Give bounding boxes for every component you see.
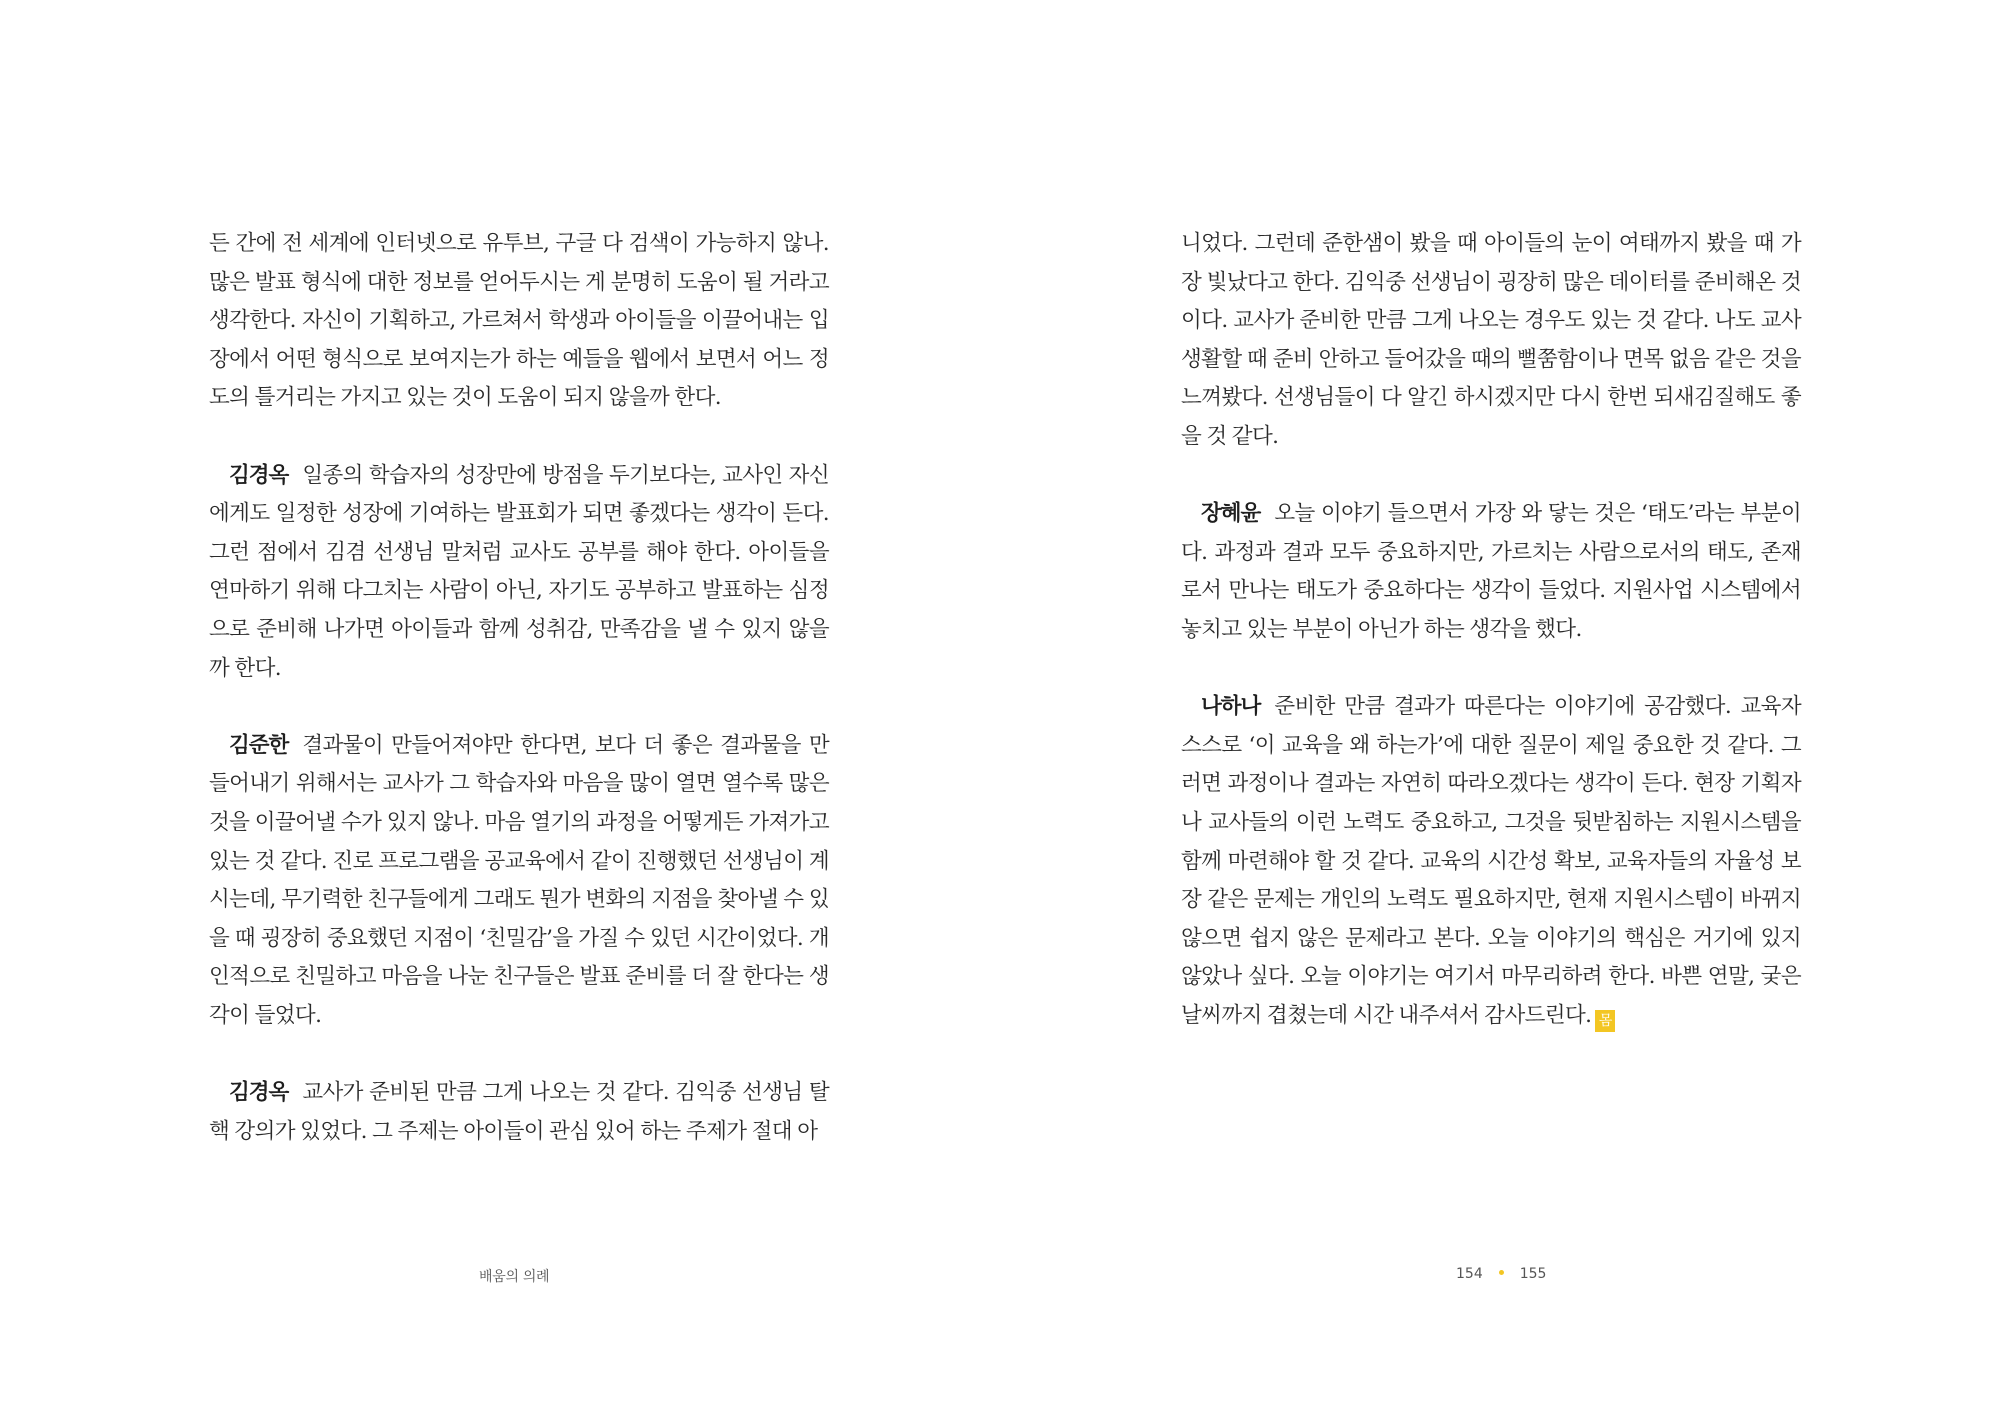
paragraph-text: 오늘 이야기 들으면서 가장 와 닿는 것은 ‘태도’라는 부분이다. 과정과 결과 모두 중요하지만, 가르치는 사람으로서의 태도, 존재로서 만나는 태도가 중요하다는 생각이 들었다. 지원사업 시스템에서 놓치고 있는 부분이 아닌가 하는 생각을 했다.	[1181, 501, 1801, 642]
paragraph-text: 교사가 준비된 만큼 그게 나오는 것 같다. 김익중 선생님 탈핵 강의가 있었다. 그 주제는 아이들이 관심 있어 하는 주제가 절대 아	[209, 1080, 829, 1144]
paragraph-text: 니었다. 그런데 준한샘이 봤을 때 아이들의 눈이 여태까지 봤을 때 가장 빛났다고 한다. 김익중 선생님이 굉장히 많은 데이터를 준비해온 것이다. 교사가 준비한 만큼 그게 나오는 경우도 있는 것 같다. 나도 교사 생활할 때 준비 안하고 들어갔을 때의 뻘쭘함이나 면목 없음 같은 것을 느껴봤다. 선생님들이 다 알긴 하시겠지만 다시 한번 되새김질해도 좋을 것 같다.	[1181, 231, 1801, 449]
paragraph	[209, 1074, 829, 1151]
right-page	[1000, 0, 2000, 1413]
end-mark-icon: 몸	[1595, 1010, 1615, 1032]
paragraph	[1181, 495, 1801, 649]
speaker-name: 나하나	[1201, 694, 1261, 720]
page-number-right: 155	[1519, 1266, 1547, 1282]
page-numbers	[1456, 1266, 1546, 1282]
paragraph-text: 결과물이 만들어져야만 한다면, 보다 더 좋은 결과물을 만들어내기 위해서는 교사가 그 학습자와 마음을 많이 열면 열수록 많은 것을 이끌어낼 수가 있지 않나. 마음 열기의 과정을 어떻게든 가져가고 있는 것 같다. 진로 프로그램을 공교육에서 같이 진행했던 선생님이 계시는데, 무기력한 친구들에게 그래도 뭔가 변화의 지점을 찾아낼 수 있을 때 굉장히 중요했던 지점이 ‘친밀감’을 가질 수 있던 시간이었다. 개인적으로 친밀하고 마음을 나눈 친구들은 발표 준비를 더 잘 한다는 생각이 들었다.	[209, 732, 829, 1028]
paragraph-text: 준비한 만큼 결과가 따른다는 이야기에 공감했다. 교육자 스스로 ‘이 교육을 왜 하는가’에 대한 질문이 제일 중요한 것 같다. 그러면 과정이나 결과는 자연히 따라오겠다는 생각이 든다. 현장 기획자나 교사들의 이런 노력도 중요하고, 그것을 뒷받침하는 지원시스템을 함께 마련해야 할 것 같다. 교육의 시간성 확보, 교육자들의 자율성 보장 같은 문제는 개인의 노력도 필요하지만, 현재 지원시스템이 바뀌지 않으면 쉽지 않은 문제라고 본다. 오늘 이야기의 핵심은 거기에 있지 않았나 싶다. 오늘 이야기는 여기서 마무리하려 한다. 바쁜 연말, 궂은 날씨까지 겹쳤는데 시간 내주셔서 감사드린다.	[1181, 694, 1801, 1028]
speaker-name: 김경옥	[229, 1080, 289, 1106]
paragraph-text: 든 간에 전 세계에 인터넷으로 유투브, 구글 다 검색이 가능하지 않나. 많은 발표 형식에 대한 정보를 얻어두시는 게 분명히 도움이 될 거라고 생각한다. 자신이 기획하고, 가르쳐서 학생과 아이들을 이끌어내는 입장에서 어떤 형식으로 보여지는가 하는 예들을 웹에서 보면서 어느 정도의 틀거리는 가지고 있는 것이 도움이 되지 않을까 한다.	[209, 231, 829, 411]
running-title: 배움의 의례	[479, 1269, 550, 1285]
paragraph	[209, 727, 829, 1036]
separator-dot-icon	[1499, 1270, 1504, 1275]
paragraph-text: 일종의 학습자의 성장만에 방점을 두기보다는, 교사인 자신에게도 일정한 성장에 기여하는 발표회가 되면 좋겠다는 생각이 든다. 그런 점에서 김겸 선생님 말처럼 교사도 공부를 해야 한다. 아이들을 연마하기 위해 다그치는 사람이 아닌, 자기도 공부하고 발표하는 심정으로 준비해 나가면 아이들과 함께 성취감, 만족감을 낼 수 있지 않을까 한다.	[209, 462, 829, 681]
left-text-column	[209, 225, 829, 1151]
paragraph	[209, 457, 829, 689]
paragraph	[209, 225, 829, 418]
right-text-column	[1181, 225, 1801, 1035]
paragraph	[1181, 688, 1801, 1035]
paragraph	[1181, 225, 1801, 457]
page-number-left: 154	[1456, 1266, 1483, 1282]
speaker-name: 김경옥	[229, 462, 289, 488]
speaker-name: 김준한	[229, 732, 289, 758]
speaker-name: 장혜윤	[1201, 501, 1261, 527]
